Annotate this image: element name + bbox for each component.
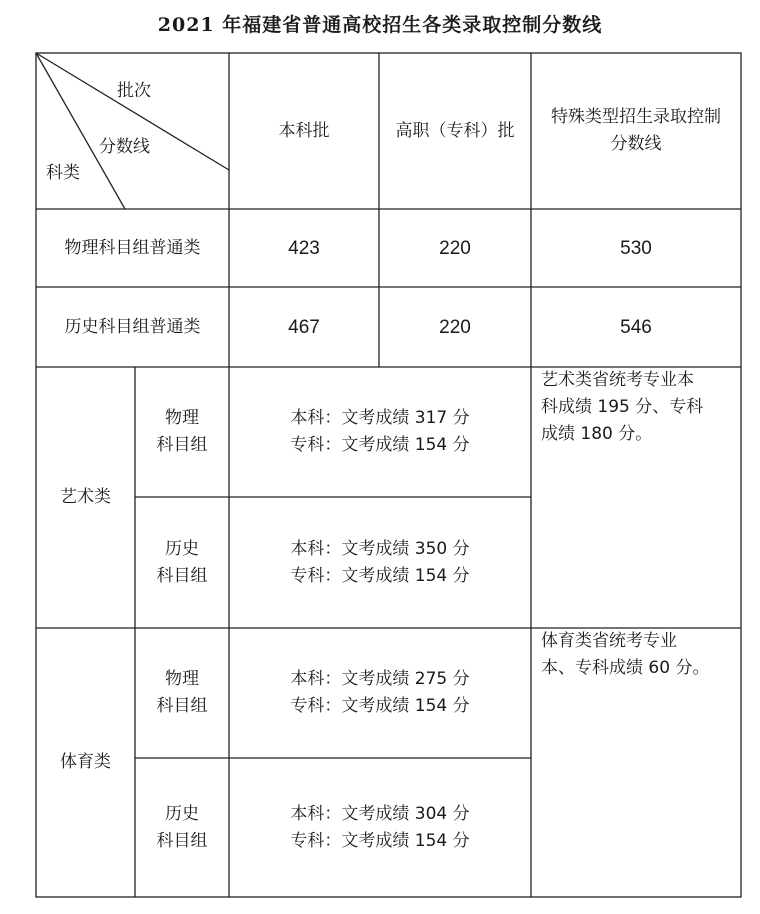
physics-undergrad-score: 423 [288,237,320,259]
row-label-history: 历史科目组普通类 [64,316,201,337]
art-category-label: 艺术类 [60,487,111,507]
sport-special-note: 体育类省统考专业 本、专科成绩 60 分。 [541,631,710,678]
art-history-scores: 本科：文考成绩 350 分 专科：文考成绩 154 分 [290,538,470,586]
sport-physics-group: 物理 科目组 [156,669,208,716]
row-label-physics: 物理科目组普通类 [64,237,201,258]
header-subject-label: 科类 [46,163,80,183]
history-vocational-score: 220 [439,316,471,338]
sport-physics-scores: 本科：文考成绩 275 分 专科：文考成绩 154 分 [290,669,470,716]
history-undergrad-score: 467 [288,316,320,338]
sport-history-group: 历史 科目组 [156,803,208,851]
history-special-score: 546 [620,316,652,338]
header-score-label: 分数线 [99,137,150,157]
col-header-undergrad: 本科批 [278,120,330,141]
sport-category-label: 体育类 [60,752,111,772]
col-header-special: 特殊类型招生录取控制分数线 [551,107,721,154]
page-title: 2021 年福建省普通高校招生各类录取控制分数线 [157,14,603,36]
physics-vocational-score: 220 [439,237,471,259]
art-physics-group: 物理 科目组 [156,408,208,455]
art-physics-scores: 本科：文考成绩 317 分 专科：文考成绩 154 分 [290,408,470,455]
physics-special-score: 530 [620,237,652,259]
art-history-group: 历史 科目组 [156,538,208,586]
art-special-note: 艺术类省统考专业本 科成绩 195 分、专科 成绩 180 分。 [541,370,704,444]
header-batch-label: 批次 [117,81,151,101]
col-header-vocational: 高职（专科）批 [395,120,515,141]
sport-history-scores: 本科：文考成绩 304 分 专科：文考成绩 154 分 [290,803,470,851]
